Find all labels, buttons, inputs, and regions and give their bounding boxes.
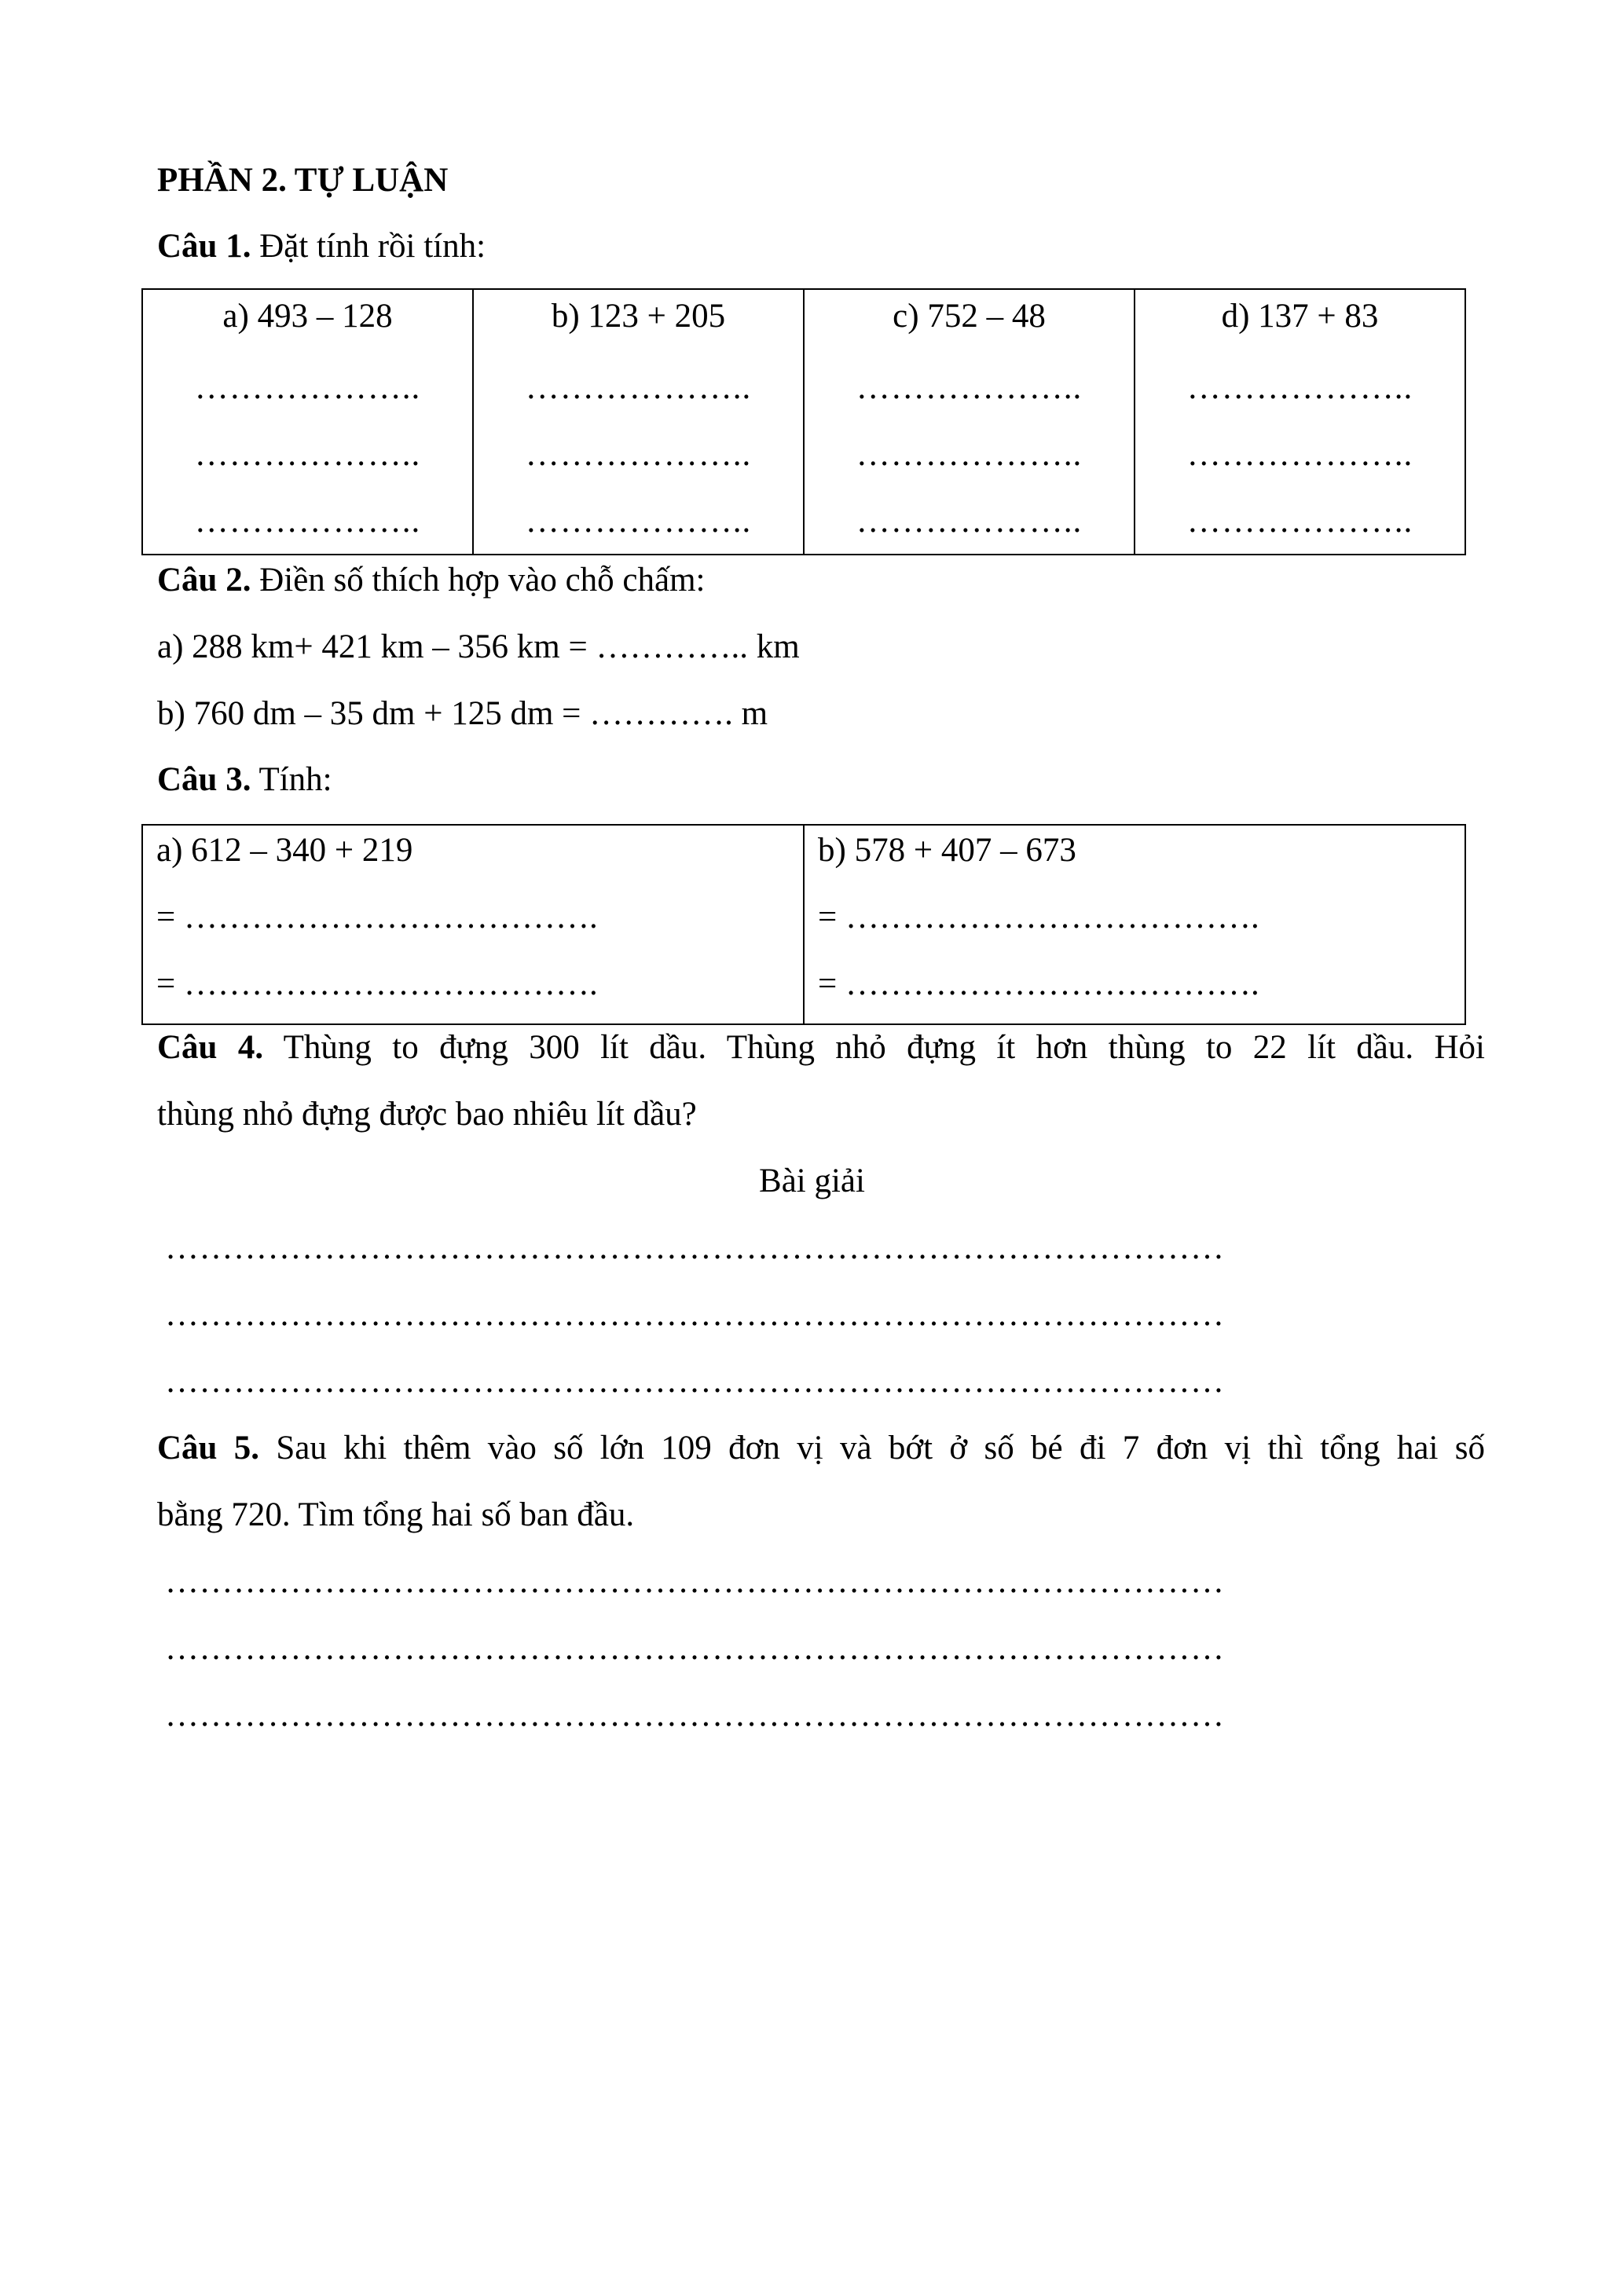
section-title: PHẦN 2. TỰ LUẬN <box>157 162 449 199</box>
answer-line[interactable]: ………………………………………………………………………………… <box>165 1363 1225 1400</box>
question-5-text-line-2: bằng 720. Tìm tổng hai số ban đầu. <box>157 1496 635 1533</box>
compute-cell-a <box>143 826 805 1023</box>
answer-line[interactable]: ………………………………………………………………………………… <box>165 1630 1225 1667</box>
calc-cell-c <box>805 290 1135 554</box>
answer-dots[interactable]: ……………….. <box>194 503 421 540</box>
solution-title: Bài giải <box>759 1163 865 1199</box>
answer-dots[interactable]: ……………….. <box>194 369 421 406</box>
question-5 <box>157 1431 1485 1465</box>
question-2-text: Điền số thích hợp vào chỗ chấm: <box>251 562 706 599</box>
answer-dots[interactable]: = ………………………………. <box>156 899 598 936</box>
answer-dots[interactable]: ……………….. <box>856 503 1083 540</box>
question-1 <box>157 229 486 263</box>
calc-header: c) 752 – 48 <box>893 298 1046 335</box>
compute-table <box>141 824 1466 1025</box>
question-1-label: Câu 1. <box>157 228 251 265</box>
answer-dots[interactable]: = ………………………………. <box>818 899 1259 936</box>
question-4 <box>157 1031 1485 1064</box>
answer-dots[interactable]: = ………………………………. <box>156 965 598 1002</box>
answer-dots[interactable]: ……………….. <box>525 436 752 473</box>
question-3-text: Tính: <box>251 761 332 798</box>
question-5-text: Sau khi thêm vào số lớn 109 đơn vị và bớt ở số bé đi 7 đơn vị thì tổng hai số <box>259 1430 1486 1467</box>
calc-header: d) 137 + 83 <box>1221 298 1379 335</box>
answer-dots[interactable]: ……………….. <box>525 369 752 406</box>
question-4-text: Thùng to đựng 300 lít dầu. Thùng nhỏ đựng ít hơn thùng to 22 lít dầu. Hỏi <box>263 1029 1485 1066</box>
question-4-label: Câu 4. <box>157 1029 264 1066</box>
answer-line[interactable]: ………………………………………………………………………………… <box>165 1296 1225 1333</box>
question-2-line-b: b) 760 dm – 35 dm + 125 dm = …………. m <box>157 695 768 732</box>
question-2-label: Câu 2. <box>157 562 251 599</box>
answer-dots[interactable]: ……………….. <box>525 503 752 540</box>
question-4-text-line-2: thùng nhỏ đựng được bao nhiêu lít dầu? <box>157 1096 697 1133</box>
answer-dots[interactable]: ……………….. <box>1186 369 1413 406</box>
question-2 <box>157 563 706 597</box>
question-3-label: Câu 3. <box>157 761 251 798</box>
answer-line[interactable]: ………………………………………………………………………………… <box>165 1697 1225 1734</box>
calc-cell-b <box>474 290 805 554</box>
answer-dots[interactable]: ……………….. <box>856 436 1083 473</box>
question-2-line-a: a) 288 km+ 421 km – 356 km = ………….. km <box>157 628 800 665</box>
calc-cell-a <box>143 290 474 554</box>
answer-dots[interactable]: ……………….. <box>1186 436 1413 473</box>
answer-dots[interactable]: = ………………………………. <box>818 965 1259 1002</box>
question-1-text: Đặt tính rồi tính: <box>251 228 486 265</box>
question-5-label: Câu 5. <box>157 1430 260 1467</box>
question-3 <box>157 763 332 796</box>
answer-dots[interactable]: ……………….. <box>856 369 1083 406</box>
calc-cell-d <box>1135 290 1465 554</box>
answer-dots[interactable]: ……………….. <box>1186 503 1413 540</box>
answer-line[interactable]: ………………………………………………………………………………… <box>165 1563 1225 1600</box>
answer-dots[interactable]: ……………….. <box>194 436 421 473</box>
compute-expression: a) 612 – 340 + 219 <box>156 832 413 869</box>
calc-table <box>141 288 1466 555</box>
compute-expression: b) 578 + 407 – 673 <box>818 832 1076 869</box>
calc-header: a) 493 – 128 <box>222 298 393 335</box>
calc-header: b) 123 + 205 <box>551 298 726 335</box>
answer-line[interactable]: ………………………………………………………………………………… <box>165 1229 1225 1266</box>
compute-cell-b <box>805 826 1465 1023</box>
